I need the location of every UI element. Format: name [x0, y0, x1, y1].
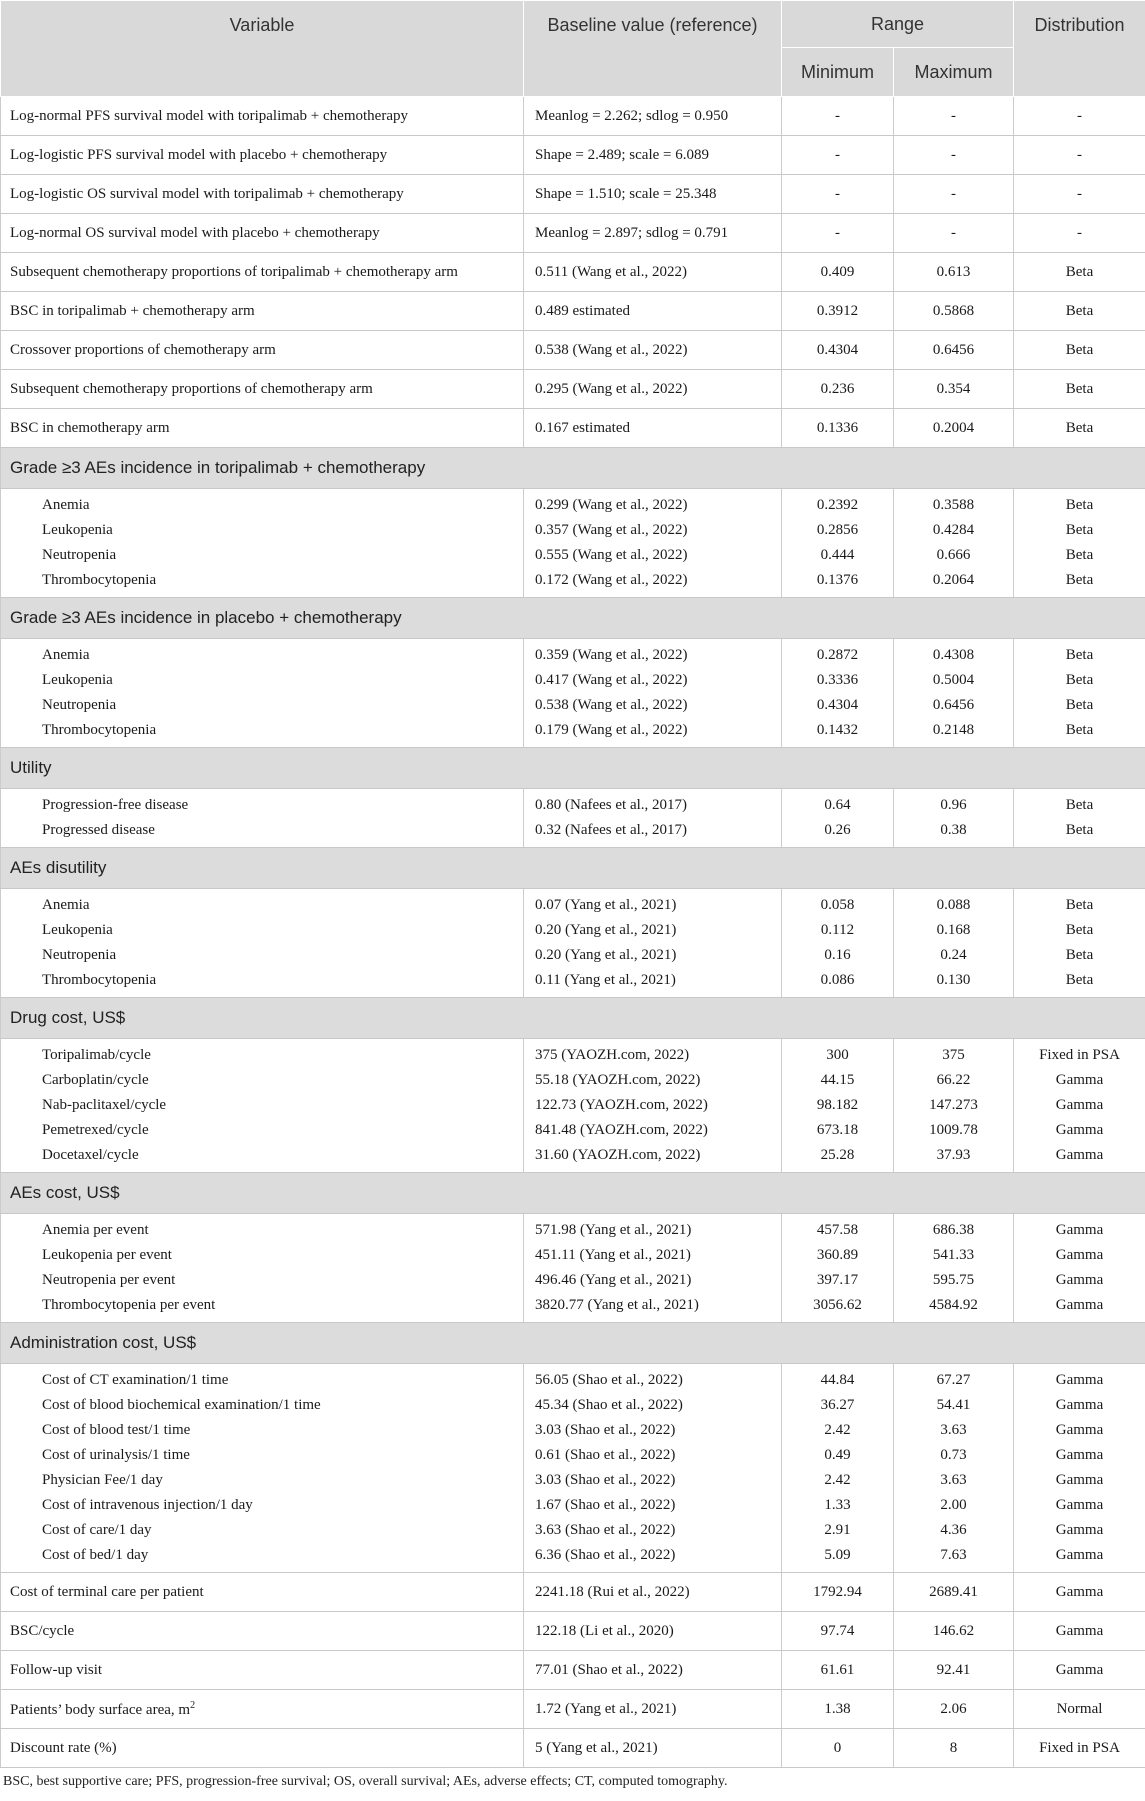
baseline-cell: 0.357 (Wang et al., 2022): [524, 518, 782, 543]
baseline-cell: 3.63 (Shao et al., 2022): [524, 1518, 782, 1543]
baseline-cell: Shape = 1.510; scale = 25.348: [524, 175, 782, 214]
table-row: [1, 1268, 1145, 1293]
minimum-cell: 0.1432: [782, 718, 894, 748]
table-row: [1, 918, 1145, 943]
maximum-cell: 0.2148: [894, 718, 1014, 748]
distribution-cell: Beta: [1014, 292, 1145, 331]
baseline-cell: 6.36 (Shao et al., 2022): [524, 1543, 782, 1573]
minimum-cell: 0.409: [782, 253, 894, 292]
maximum-cell: 66.22: [894, 1068, 1014, 1093]
variable-cell: Cost of care/1 day: [1, 1518, 524, 1543]
maximum-cell: 0.24: [894, 943, 1014, 968]
table-body: [1, 97, 1145, 1768]
superscript: 2: [190, 1699, 196, 1711]
variable-cell: Thrombocytopenia: [1, 968, 524, 998]
baseline-cell: 0.538 (Wang et al., 2022): [524, 693, 782, 718]
distribution-cell: Gamma: [1014, 1118, 1145, 1143]
maximum-cell: 0.3588: [894, 489, 1014, 519]
maximum-cell: 0.666: [894, 543, 1014, 568]
minimum-cell: 97.74: [782, 1612, 894, 1651]
variable-cell: Anemia: [1, 489, 524, 519]
table-row: [1, 718, 1145, 748]
table-row: [1, 693, 1145, 718]
maximum-cell: 0.2004: [894, 409, 1014, 448]
distribution-cell: Gamma: [1014, 1493, 1145, 1518]
variable-cell: Cost of bed/1 day: [1, 1543, 524, 1573]
baseline-cell: Meanlog = 2.897; sdlog = 0.791: [524, 214, 782, 253]
maximum-cell: 0.6456: [894, 693, 1014, 718]
minimum-cell: 0.64: [782, 789, 894, 819]
section-header-row: [1, 748, 1145, 789]
distribution-cell: Beta: [1014, 668, 1145, 693]
baseline-cell: 0.32 (Nafees et al., 2017): [524, 818, 782, 848]
table-row: [1, 1143, 1145, 1173]
table-row: [1, 1418, 1145, 1443]
table-row: [1, 1573, 1145, 1612]
distribution-cell: Beta: [1014, 968, 1145, 998]
table-row: [1, 1393, 1145, 1418]
table-row: [1, 1039, 1145, 1069]
minimum-cell: 0.086: [782, 968, 894, 998]
variable-cell: Thrombocytopenia per event: [1, 1293, 524, 1323]
table-row: [1, 568, 1145, 598]
variable-cell: Pemetrexed/cycle: [1, 1118, 524, 1143]
maximum-cell: 0.5004: [894, 668, 1014, 693]
variable-cell: Discount rate (%): [1, 1729, 524, 1768]
baseline-cell: 0.07 (Yang et al., 2021): [524, 889, 782, 919]
minimum-cell: 0.16: [782, 943, 894, 968]
table-row: [1, 1690, 1145, 1729]
maximum-cell: 0.96: [894, 789, 1014, 819]
variable-text: Patients’ body surface area, m: [10, 1701, 191, 1718]
table-row: [1, 97, 1145, 136]
baseline-cell: 3820.77 (Yang et al., 2021): [524, 1293, 782, 1323]
baseline-cell: 0.417 (Wang et al., 2022): [524, 668, 782, 693]
baseline-cell: 55.18 (YAOZH.com, 2022): [524, 1068, 782, 1093]
baseline-cell: 122.73 (YAOZH.com, 2022): [524, 1093, 782, 1118]
baseline-cell: 0.511 (Wang et al., 2022): [524, 253, 782, 292]
distribution-cell: -: [1014, 136, 1145, 175]
distribution-cell: Beta: [1014, 568, 1145, 598]
distribution-cell: Gamma: [1014, 1468, 1145, 1493]
maximum-cell: -: [894, 175, 1014, 214]
table-row: [1, 1443, 1145, 1468]
header-baseline: Baseline value (reference): [524, 1, 782, 97]
variable-cell: Docetaxel/cycle: [1, 1143, 524, 1173]
table-row: [1, 1651, 1145, 1690]
minimum-cell: 0.3912: [782, 292, 894, 331]
table-row: [1, 1364, 1145, 1394]
header-range: Range: [782, 1, 1014, 48]
table-row: [1, 370, 1145, 409]
maximum-cell: 595.75: [894, 1268, 1014, 1293]
minimum-cell: -: [782, 136, 894, 175]
variable-cell: Leukopenia: [1, 518, 524, 543]
table-row: [1, 1118, 1145, 1143]
maximum-cell: 0.4308: [894, 639, 1014, 669]
variable-cell: [1, 1690, 524, 1729]
section-header-row: [1, 1323, 1145, 1364]
minimum-cell: 44.15: [782, 1068, 894, 1093]
baseline-cell: 0.359 (Wang et al., 2022): [524, 639, 782, 669]
distribution-cell: Beta: [1014, 489, 1145, 519]
maximum-cell: 0.613: [894, 253, 1014, 292]
maximum-cell: 0.088: [894, 889, 1014, 919]
minimum-cell: 0.2392: [782, 489, 894, 519]
variable-cell: Log-logistic OS survival model with toripalimab + chemotherapy: [1, 175, 524, 214]
maximum-cell: 0.73: [894, 1443, 1014, 1468]
minimum-cell: 36.27: [782, 1393, 894, 1418]
minimum-cell: 0.058: [782, 889, 894, 919]
table-row: [1, 639, 1145, 669]
maximum-cell: -: [894, 136, 1014, 175]
table-row: [1, 889, 1145, 919]
maximum-cell: 54.41: [894, 1393, 1014, 1418]
variable-cell: Anemia per event: [1, 1214, 524, 1244]
maximum-cell: 67.27: [894, 1364, 1014, 1394]
baseline-cell: 0.20 (Yang et al., 2021): [524, 943, 782, 968]
minimum-cell: 0.1376: [782, 568, 894, 598]
table-row: [1, 1214, 1145, 1244]
table-row: [1, 1543, 1145, 1573]
table-row: [1, 175, 1145, 214]
section-title: Grade ≥3 AEs incidence in toripalimab + chemotherapy: [1, 448, 1145, 489]
baseline-cell: 0.167 estimated: [524, 409, 782, 448]
distribution-cell: Gamma: [1014, 1068, 1145, 1093]
baseline-cell: 0.299 (Wang et al., 2022): [524, 489, 782, 519]
distribution-cell: Beta: [1014, 543, 1145, 568]
maximum-cell: 2689.41: [894, 1573, 1014, 1612]
table-row: [1, 1729, 1145, 1768]
distribution-cell: Beta: [1014, 331, 1145, 370]
baseline-cell: 45.34 (Shao et al., 2022): [524, 1393, 782, 1418]
variable-cell: Cost of intravenous injection/1 day: [1, 1493, 524, 1518]
table-row: [1, 1612, 1145, 1651]
variable-cell: Crossover proportions of chemotherapy arm: [1, 331, 524, 370]
baseline-cell: 2241.18 (Rui et al., 2022): [524, 1573, 782, 1612]
distribution-cell: Gamma: [1014, 1443, 1145, 1468]
table-row: [1, 409, 1145, 448]
distribution-cell: Fixed in PSA: [1014, 1729, 1145, 1768]
minimum-cell: 0.2872: [782, 639, 894, 669]
header-distribution: Distribution: [1014, 1, 1145, 97]
section-header-row: [1, 1173, 1145, 1214]
table-row: [1, 518, 1145, 543]
baseline-cell: 1.67 (Shao et al., 2022): [524, 1493, 782, 1518]
minimum-cell: 397.17: [782, 1268, 894, 1293]
maximum-cell: 0.6456: [894, 331, 1014, 370]
baseline-cell: 571.98 (Yang et al., 2021): [524, 1214, 782, 1244]
minimum-cell: -: [782, 214, 894, 253]
maximum-cell: 3.63: [894, 1468, 1014, 1493]
baseline-cell: 3.03 (Shao et al., 2022): [524, 1418, 782, 1443]
distribution-cell: Beta: [1014, 693, 1145, 718]
maximum-cell: 3.63: [894, 1418, 1014, 1443]
minimum-cell: 0.444: [782, 543, 894, 568]
minimum-cell: 0.3336: [782, 668, 894, 693]
variable-cell: Thrombocytopenia: [1, 568, 524, 598]
variable-cell: Carboplatin/cycle: [1, 1068, 524, 1093]
variable-cell: Thrombocytopenia: [1, 718, 524, 748]
baseline-cell: 0.489 estimated: [524, 292, 782, 331]
maximum-cell: 0.354: [894, 370, 1014, 409]
table-row: [1, 968, 1145, 998]
minimum-cell: 0.236: [782, 370, 894, 409]
table-row: [1, 668, 1145, 693]
table-row: [1, 1293, 1145, 1323]
distribution-cell: Beta: [1014, 639, 1145, 669]
variable-cell: Progressed disease: [1, 818, 524, 848]
header-maximum: Maximum: [894, 48, 1014, 97]
distribution-cell: Gamma: [1014, 1573, 1145, 1612]
maximum-cell: -: [894, 97, 1014, 136]
section-header-row: [1, 598, 1145, 639]
distribution-cell: Gamma: [1014, 1243, 1145, 1268]
distribution-cell: Beta: [1014, 943, 1145, 968]
table-row: [1, 789, 1145, 819]
minimum-cell: 0.26: [782, 818, 894, 848]
table-row: [1, 943, 1145, 968]
minimum-cell: 2.42: [782, 1418, 894, 1443]
minimum-cell: 5.09: [782, 1543, 894, 1573]
minimum-cell: 1.33: [782, 1493, 894, 1518]
section-title: Grade ≥3 AEs incidence in placebo + chemotherapy: [1, 598, 1145, 639]
minimum-cell: 0.4304: [782, 331, 894, 370]
variable-cell: Subsequent chemotherapy proportions of toripalimab + chemotherapy arm: [1, 253, 524, 292]
maximum-cell: 0.2064: [894, 568, 1014, 598]
table-row: [1, 136, 1145, 175]
baseline-cell: 77.01 (Shao et al., 2022): [524, 1651, 782, 1690]
minimum-cell: 1.38: [782, 1690, 894, 1729]
minimum-cell: 300: [782, 1039, 894, 1069]
maximum-cell: 7.63: [894, 1543, 1014, 1573]
distribution-cell: Normal: [1014, 1690, 1145, 1729]
variable-cell: Nab-paclitaxel/cycle: [1, 1093, 524, 1118]
minimum-cell: 1792.94: [782, 1573, 894, 1612]
variable-cell: Log-normal PFS survival model with toripalimab + chemotherapy: [1, 97, 524, 136]
baseline-cell: 122.18 (Li et al., 2020): [524, 1612, 782, 1651]
distribution-cell: -: [1014, 175, 1145, 214]
table-row: [1, 1518, 1145, 1543]
variable-cell: Neutropenia: [1, 693, 524, 718]
distribution-cell: Beta: [1014, 409, 1145, 448]
baseline-cell: 496.46 (Yang et al., 2021): [524, 1268, 782, 1293]
baseline-cell: 0.80 (Nafees et al., 2017): [524, 789, 782, 819]
section-title: Utility: [1, 748, 1145, 789]
distribution-cell: Gamma: [1014, 1093, 1145, 1118]
distribution-cell: Beta: [1014, 370, 1145, 409]
variable-cell: Log-normal OS survival model with placebo + chemotherapy: [1, 214, 524, 253]
baseline-cell: 56.05 (Shao et al., 2022): [524, 1364, 782, 1394]
baseline-cell: 0.538 (Wang et al., 2022): [524, 331, 782, 370]
maximum-cell: 8: [894, 1729, 1014, 1768]
baseline-cell: 451.11 (Yang et al., 2021): [524, 1243, 782, 1268]
maximum-cell: 2.06: [894, 1690, 1014, 1729]
section-title: AEs cost, US$: [1, 1173, 1145, 1214]
table-row: [1, 1493, 1145, 1518]
header-minimum: Minimum: [782, 48, 894, 97]
variable-cell: Cost of blood biochemical examination/1 time: [1, 1393, 524, 1418]
baseline-cell: 0.11 (Yang et al., 2021): [524, 968, 782, 998]
minimum-cell: 2.42: [782, 1468, 894, 1493]
section-title: AEs disutility: [1, 848, 1145, 889]
baseline-cell: 1.72 (Yang et al., 2021): [524, 1690, 782, 1729]
baseline-cell: 0.295 (Wang et al., 2022): [524, 370, 782, 409]
table-row: [1, 1093, 1145, 1118]
minimum-cell: 61.61: [782, 1651, 894, 1690]
maximum-cell: 4.36: [894, 1518, 1014, 1543]
baseline-cell: Meanlog = 2.262; sdlog = 0.950: [524, 97, 782, 136]
distribution-cell: Beta: [1014, 789, 1145, 819]
distribution-cell: Gamma: [1014, 1214, 1145, 1244]
table-row: [1, 543, 1145, 568]
section-title: Drug cost, US$: [1, 998, 1145, 1039]
baseline-cell: 0.179 (Wang et al., 2022): [524, 718, 782, 748]
distribution-cell: Beta: [1014, 918, 1145, 943]
distribution-cell: Beta: [1014, 518, 1145, 543]
section-header-row: [1, 448, 1145, 489]
maximum-cell: 0.5868: [894, 292, 1014, 331]
baseline-cell: 31.60 (YAOZH.com, 2022): [524, 1143, 782, 1173]
maximum-cell: 146.62: [894, 1612, 1014, 1651]
maximum-cell: -: [894, 214, 1014, 253]
table-row: [1, 331, 1145, 370]
table-row: [1, 253, 1145, 292]
table-row: [1, 818, 1145, 848]
maximum-cell: 2.00: [894, 1493, 1014, 1518]
distribution-cell: Gamma: [1014, 1518, 1145, 1543]
variable-cell: Anemia: [1, 639, 524, 669]
variable-cell: Leukopenia per event: [1, 1243, 524, 1268]
baseline-cell: 0.20 (Yang et al., 2021): [524, 918, 782, 943]
baseline-cell: 0.555 (Wang et al., 2022): [524, 543, 782, 568]
variable-cell: Toripalimab/cycle: [1, 1039, 524, 1069]
distribution-cell: Gamma: [1014, 1293, 1145, 1323]
baseline-cell: 5 (Yang et al., 2021): [524, 1729, 782, 1768]
distribution-cell: Gamma: [1014, 1143, 1145, 1173]
variable-cell: Leukopenia: [1, 668, 524, 693]
minimum-cell: 0.4304: [782, 693, 894, 718]
variable-cell: Subsequent chemotherapy proportions of chemotherapy arm: [1, 370, 524, 409]
table-header: [1, 1, 1145, 97]
minimum-cell: 0: [782, 1729, 894, 1768]
distribution-cell: Gamma: [1014, 1364, 1145, 1394]
maximum-cell: 1009.78: [894, 1118, 1014, 1143]
minimum-cell: 3056.62: [782, 1293, 894, 1323]
minimum-cell: 0.112: [782, 918, 894, 943]
maximum-cell: 0.38: [894, 818, 1014, 848]
maximum-cell: 4584.92: [894, 1293, 1014, 1323]
variable-cell: Neutropenia per event: [1, 1268, 524, 1293]
maximum-cell: 686.38: [894, 1214, 1014, 1244]
distribution-cell: Gamma: [1014, 1651, 1145, 1690]
section-title: Administration cost, US$: [1, 1323, 1145, 1364]
minimum-cell: 0.49: [782, 1443, 894, 1468]
table-row: [1, 489, 1145, 519]
baseline-cell: Shape = 2.489; scale = 6.089: [524, 136, 782, 175]
section-header-row: [1, 848, 1145, 889]
maximum-cell: 0.4284: [894, 518, 1014, 543]
baseline-cell: 0.172 (Wang et al., 2022): [524, 568, 782, 598]
table-row: [1, 214, 1145, 253]
variable-cell: Leukopenia: [1, 918, 524, 943]
maximum-cell: 92.41: [894, 1651, 1014, 1690]
minimum-cell: 0.1336: [782, 409, 894, 448]
minimum-cell: 25.28: [782, 1143, 894, 1173]
header-variable: Variable: [1, 1, 524, 97]
distribution-cell: Gamma: [1014, 1612, 1145, 1651]
maximum-cell: 37.93: [894, 1143, 1014, 1173]
variable-cell: BSC/cycle: [1, 1612, 524, 1651]
distribution-cell: Beta: [1014, 818, 1145, 848]
variable-cell: Follow-up visit: [1, 1651, 524, 1690]
variable-cell: BSC in toripalimab + chemotherapy arm: [1, 292, 524, 331]
variable-cell: Cost of urinalysis/1 time: [1, 1443, 524, 1468]
baseline-cell: 375 (YAOZH.com, 2022): [524, 1039, 782, 1069]
section-header-row: [1, 998, 1145, 1039]
maximum-cell: 147.273: [894, 1093, 1014, 1118]
variable-cell: Neutropenia: [1, 543, 524, 568]
distribution-cell: Gamma: [1014, 1543, 1145, 1573]
minimum-cell: 457.58: [782, 1214, 894, 1244]
minimum-cell: 44.84: [782, 1364, 894, 1394]
variable-cell: Cost of blood test/1 time: [1, 1418, 524, 1443]
table-footnote: BSC, best supportive care; PFS, progression-free survival; OS, overall survival; AEs, adverse effects; CT, computed tomography.: [3, 1774, 728, 1789]
maximum-cell: 0.168: [894, 918, 1014, 943]
variable-cell: Cost of terminal care per patient: [1, 1573, 524, 1612]
distribution-cell: -: [1014, 214, 1145, 253]
variable-cell: Anemia: [1, 889, 524, 919]
variable-cell: BSC in chemotherapy arm: [1, 409, 524, 448]
variable-cell: Neutropenia: [1, 943, 524, 968]
minimum-cell: 360.89: [782, 1243, 894, 1268]
minimum-cell: 0.2856: [782, 518, 894, 543]
distribution-cell: Gamma: [1014, 1268, 1145, 1293]
baseline-cell: 3.03 (Shao et al., 2022): [524, 1468, 782, 1493]
table-row: [1, 1243, 1145, 1268]
distribution-cell: Gamma: [1014, 1393, 1145, 1418]
baseline-cell: 841.48 (YAOZH.com, 2022): [524, 1118, 782, 1143]
distribution-cell: Beta: [1014, 889, 1145, 919]
baseline-cell: 0.61 (Shao et al., 2022): [524, 1443, 782, 1468]
minimum-cell: 673.18: [782, 1118, 894, 1143]
distribution-cell: Fixed in PSA: [1014, 1039, 1145, 1069]
distribution-cell: Beta: [1014, 718, 1145, 748]
minimum-cell: 2.91: [782, 1518, 894, 1543]
table-row: [1, 1468, 1145, 1493]
maximum-cell: 375: [894, 1039, 1014, 1069]
distribution-cell: Beta: [1014, 253, 1145, 292]
variable-cell: Cost of CT examination/1 time: [1, 1364, 524, 1394]
table-row: [1, 292, 1145, 331]
variable-cell: Physician Fee/1 day: [1, 1468, 524, 1493]
maximum-cell: 0.130: [894, 968, 1014, 998]
minimum-cell: -: [782, 175, 894, 214]
minimum-cell: 98.182: [782, 1093, 894, 1118]
variable-cell: Log-logistic PFS survival model with placebo + chemotherapy: [1, 136, 524, 175]
minimum-cell: -: [782, 97, 894, 136]
distribution-cell: -: [1014, 97, 1145, 136]
variable-cell: Progression-free disease: [1, 789, 524, 819]
maximum-cell: 541.33: [894, 1243, 1014, 1268]
table-row: [1, 1068, 1145, 1093]
distribution-cell: Gamma: [1014, 1418, 1145, 1443]
